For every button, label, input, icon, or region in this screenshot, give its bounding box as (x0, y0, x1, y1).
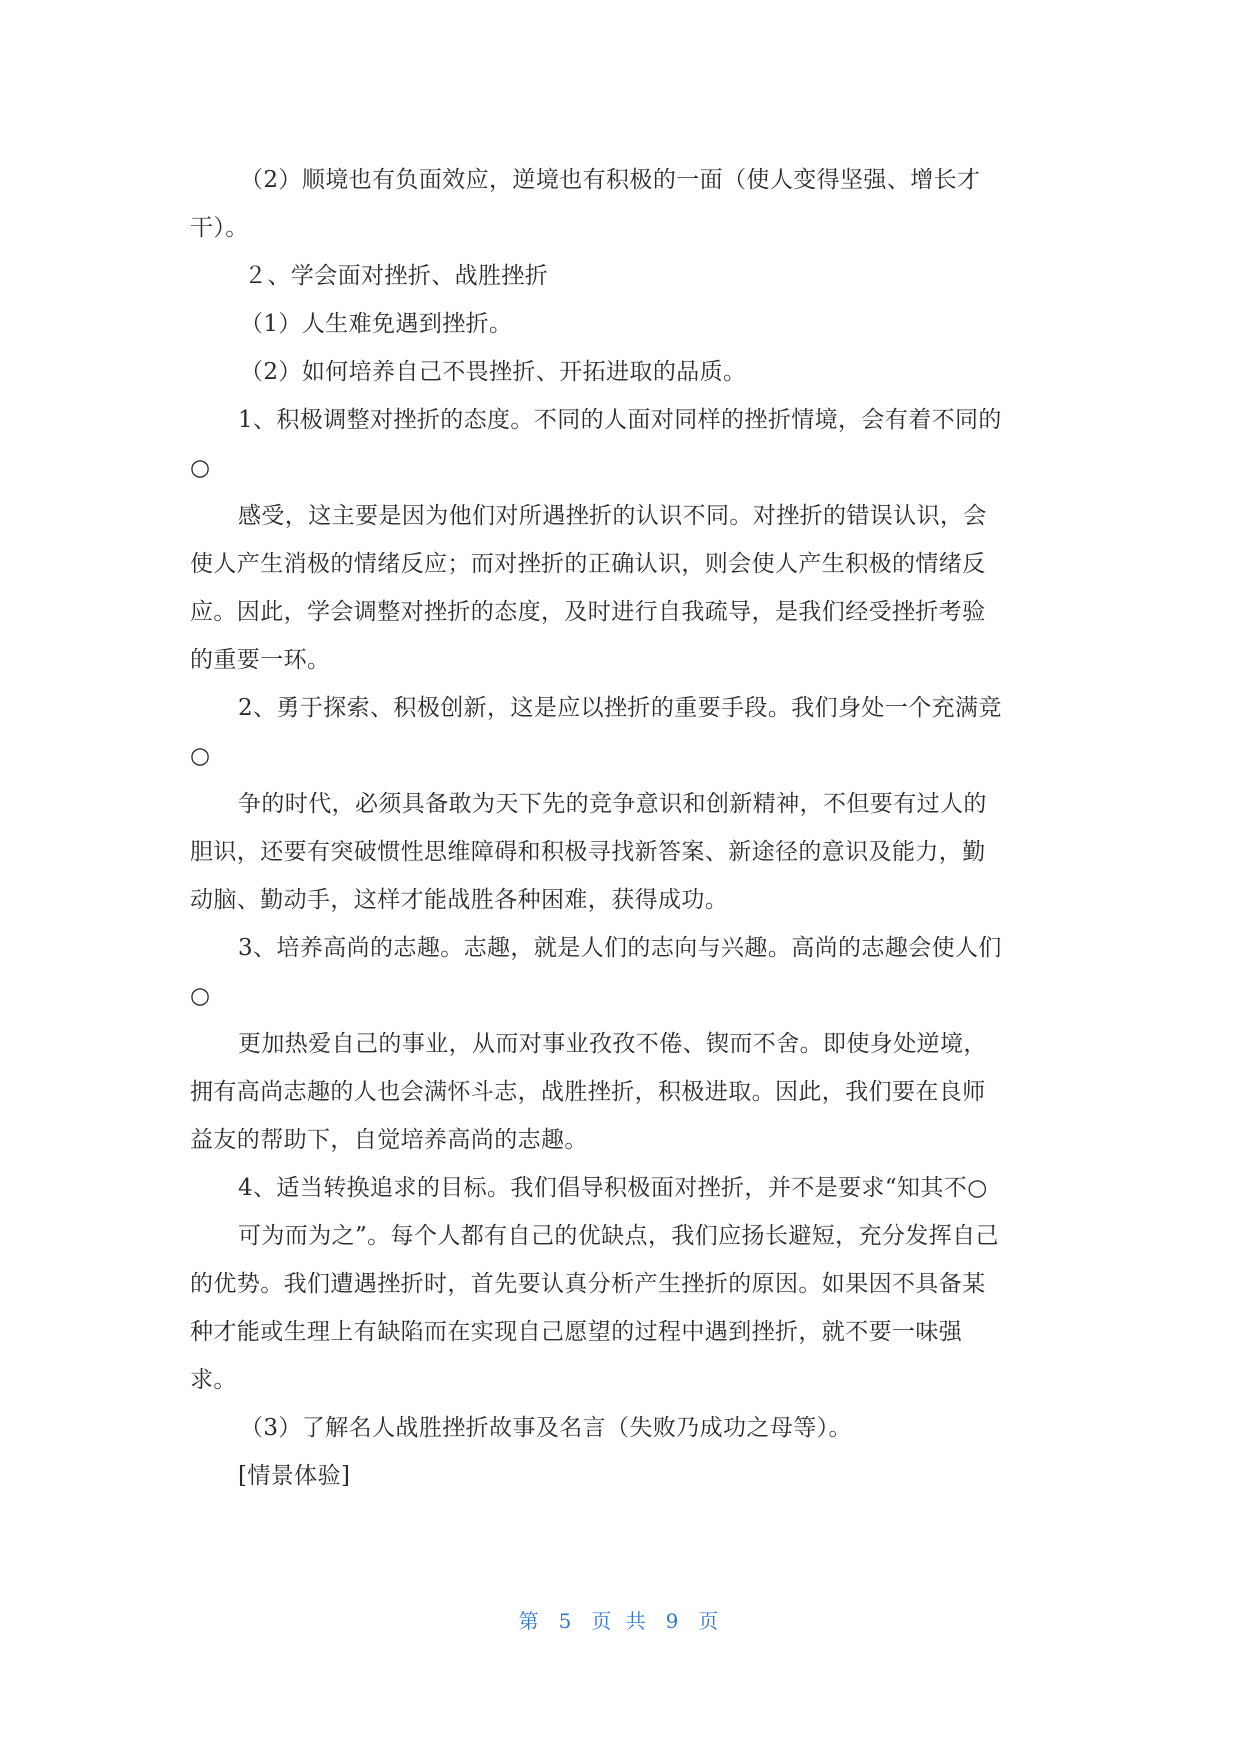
text-line: 求。 (190, 1367, 237, 1393)
text-line: ○ (190, 743, 211, 769)
text-line: 的优势。我们遭遇挫折时，首先要认真分析产生挫折的原因。如果因不具备某 (190, 1271, 986, 1297)
footer-total-pages: 9 (665, 1609, 683, 1633)
text-line: ○ (190, 983, 211, 1009)
text-line: 感受，这主要是因为他们对所遇挫折的认识不同。对挫折的错误认识，会 (238, 503, 987, 529)
text-line: ２、学会面对挫折、战胜挫折 (244, 263, 549, 289)
text-line: 1、积极调整对挫折的态度。不同的人面对同样的挫折情境，会有着不同的 (238, 407, 1002, 433)
footer-current-page: 5 (558, 1609, 576, 1633)
text-line: 可为而为之”。每个人都有自己的优缺点，我们应扬长避短，充分发挥自己 (238, 1223, 999, 1249)
text-line: 种才能或生理上有缺陷而在实现自己愿望的过程中遇到挫折，就不要一味强 (190, 1319, 963, 1345)
page-footer (0, 1605, 1241, 1634)
text-line: 4、适当转换追求的目标。我们倡导积极面对挫折，并不是要求“知其不○ (238, 1175, 988, 1201)
footer-label-page: 第 (518, 1609, 543, 1633)
text-line: 争的时代，必须具备敢为天下先的竞争意识和创新精神，不但要有过人的 (238, 791, 987, 817)
text-line: （2）如何培养自己不畏挫折、开拓进取的品质。 (240, 359, 747, 385)
text-line: （1）人生难免遇到挫折。 (240, 311, 513, 337)
text-line: 拥有高尚志趣的人也会满怀斗志，战胜挫折，积极进取。因此，我们要在良师 (190, 1079, 986, 1105)
text-line: 胆识，还要有突破惯性思维障碍和积极寻找新答案、新途径的意识及能力，勤 (190, 839, 986, 865)
text-line: 2、勇于探索、积极创新，这是应以挫折的重要手段。我们身处一个充满竞 (238, 695, 1002, 721)
text-line: 动脑、勤动手，这样才能战胜各种困难，获得成功。 (190, 887, 729, 913)
text-line: 3、培养高尚的志趣。志趣，就是人们的志向与兴趣。高尚的志趣会使人们 (238, 935, 1002, 961)
text-line: [情景体验] (238, 1463, 351, 1489)
text-line: 使人产生消极的情绪反应；而对挫折的正确认识，则会使人产生积极的情绪反 (190, 551, 986, 577)
text-line: 更加热爱自己的事业，从而对事业孜孜不倦、锲而不舍。即使身处逆境， (238, 1031, 987, 1057)
text-line: （2）顺境也有负面效应，逆境也有积极的一面（使人变得坚强、增长才 (240, 167, 981, 193)
text-line: 干）。 (190, 215, 249, 241)
footer-label-end: 页 (698, 1609, 723, 1633)
text-line: 应。因此，学会调整对挫折的态度，及时进行自我疏导，是我们经受挫折考验 (190, 599, 986, 625)
footer-label-of: 页 共 (591, 1609, 650, 1633)
body-text (190, 156, 1060, 1500)
text-line: 的重要一环。 (190, 647, 331, 673)
text-line: 益友的帮助下，自觉培养高尚的志趣。 (190, 1127, 588, 1153)
text-line: （3）了解名人战胜挫折故事及名言（失败乃成功之母等）。 (240, 1415, 852, 1441)
text-line: ○ (190, 455, 211, 481)
